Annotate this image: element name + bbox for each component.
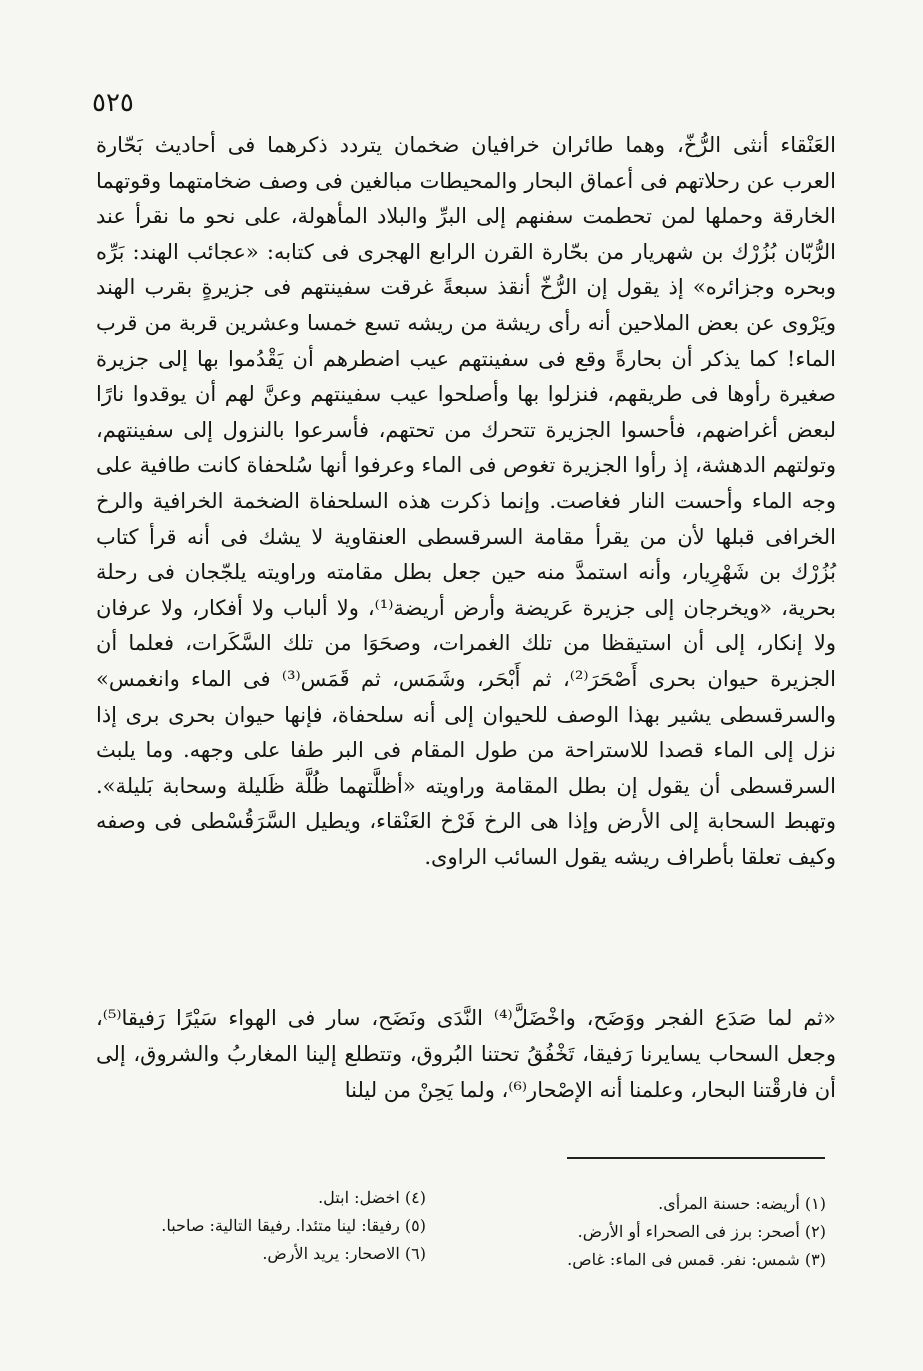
footnote-6: (٦) الاصحار: يريد الأرض. bbox=[262, 1244, 426, 1263]
body-paragraph: العَنْقاء أنثى الرُّخّ، وهما طائران خرافيان ضخمان يتردد ذكرهما فى أحاديث بَحّارة العرب عن رحلاتهم فى أعماق البحار والمحيطات مبالغين فى وصف ضخامتهما وقوتهما الخارقة وحملها لمن تحطمت سفنهم إلى البرِّ والبلاد المأهولة، على نحو ما نقرأ عند الرُّبّان بُزُرْك بن شهريار من بحّارة القرن الرابع الهجرى فى كتابه: «عجائب الهند: بَرِّه وبحره وجزائره» إذ يقول إن الرُّخّ أنقذ سبعةً غرقت سفينتهم فى جزيرةٍ بقرب الهند ويَرْوى عن بعض الملاحين أنه رأى ريشة من ريشه تسع خمسا وعشرين قربة من قرب الماء! كما يذكر أن بحارةً وقع فى سفينتهم عيب اضطرهم أن يَقْدُموا بها إلى جزيرة صغيرة رأوها فى طريقهم، فنزلوا بها وأصلحوا عيب سفينتهم وعنَّ لهم أن يوقدوا نارًا لبعض أغراضهم، فأحسوا الجزيرة تتحرك من تحتهم، فأسرعوا بالنزول إلى سفينتهم، وتولتهم الدهشة، إذ رأوا الجزيرة تغوص فى الماء وعرفوا أنها سُلحفاة كانت طافية على وجه الماء وأحست النار فغاصت. وإنما ذكرت هذه السلحفاة الضخمة الخرافية والرخ الخرافى قبلها لأن من يقرأ مقامة السرقسطى العنقاوية لا يشك فى أنه قرأ كتاب بُزُرْك بن شَهْرِيار، وأنه استمدَّ منه حين جعل بطل مقامته وراويته يلجّجان فى رحلة بحرية، «ويخرجان إلى جزيرة عَريضة وأرض أريضة⁽¹⁾، ولا ألباب ولا أفكار، ولا عرفان ولا إنكار، إلى أن استيقظا من تلك الغمرات، وصحَوَا من تلك السَّكَرات، فعلما أن الجزيرة حيوان بحرى أَصْحَرَ⁽²⁾، ثم أَبْحَر، وشَمَس، ثم قَمَس⁽³⁾ فى الماء وانغمس» والسرقسطى يشير بهذا الوصف للحيوان إلى أنه سلحفاة، فإنها حيوان بحرى برى إذا نزل إلى الماء قصدا للاستراحة من طول المقام فى البر طفا على وجهه. وما يلبث السرقسطى أن يقول إن بطل المقامة وراويته «أظلَّتهما ظُلَّة ظَليلة وسحابة بَليلة». وتهبط السحابة إلى الأرض وإذا هى الرخ فَرْخ العَنْقاء، ويطيل السَّرَقُسْطى فى وصفه وكيف تعلقا بأطراف ريشه يقول السائب الراوى. bbox=[96, 133, 837, 869]
footnote-1: (١) أريضه: حسنة المرأى. bbox=[658, 1194, 826, 1213]
footnote-5: (٥) رفيقا: لينا متئدا. رفيقا التالية: صاحبا. bbox=[161, 1216, 426, 1235]
page-number: ٥٢٥ bbox=[92, 88, 134, 118]
footnote-2: (٢) أصحر: برز فى الصحراء أو الأرض. bbox=[577, 1222, 826, 1241]
body-text bbox=[96, 128, 836, 875]
quoted-passage bbox=[96, 1000, 836, 1108]
quote-paragraph: «ثم لما صَدَع الفجر ووَضَح، واخْضَلَّ⁽⁴⁾ النَّدَى ونَضَح، سار فى الهواء سَيْرًا رَفيقا⁽⁵⁾، وجعل السحاب يسايرنا رَفيقا، تَخْفُقُ تحتنا البُروق، وتتطلع إلينا المغاربُ والشروق، إلى أن فارقْتنا البحار، وعلمنا أنه الإصْحار⁽⁶⁾، ولما يَحِنْ من ليلنا bbox=[96, 1006, 836, 1102]
footnote-4: (٤) اخضل: ابتل. bbox=[318, 1188, 426, 1207]
footnotes-right-column bbox=[470, 1190, 826, 1274]
footnote-separator bbox=[567, 1157, 825, 1159]
footnote-3: (٣) شمس: نفر. قمس فى الماء: غاص. bbox=[567, 1250, 826, 1269]
footnotes-left-column bbox=[150, 1184, 426, 1268]
